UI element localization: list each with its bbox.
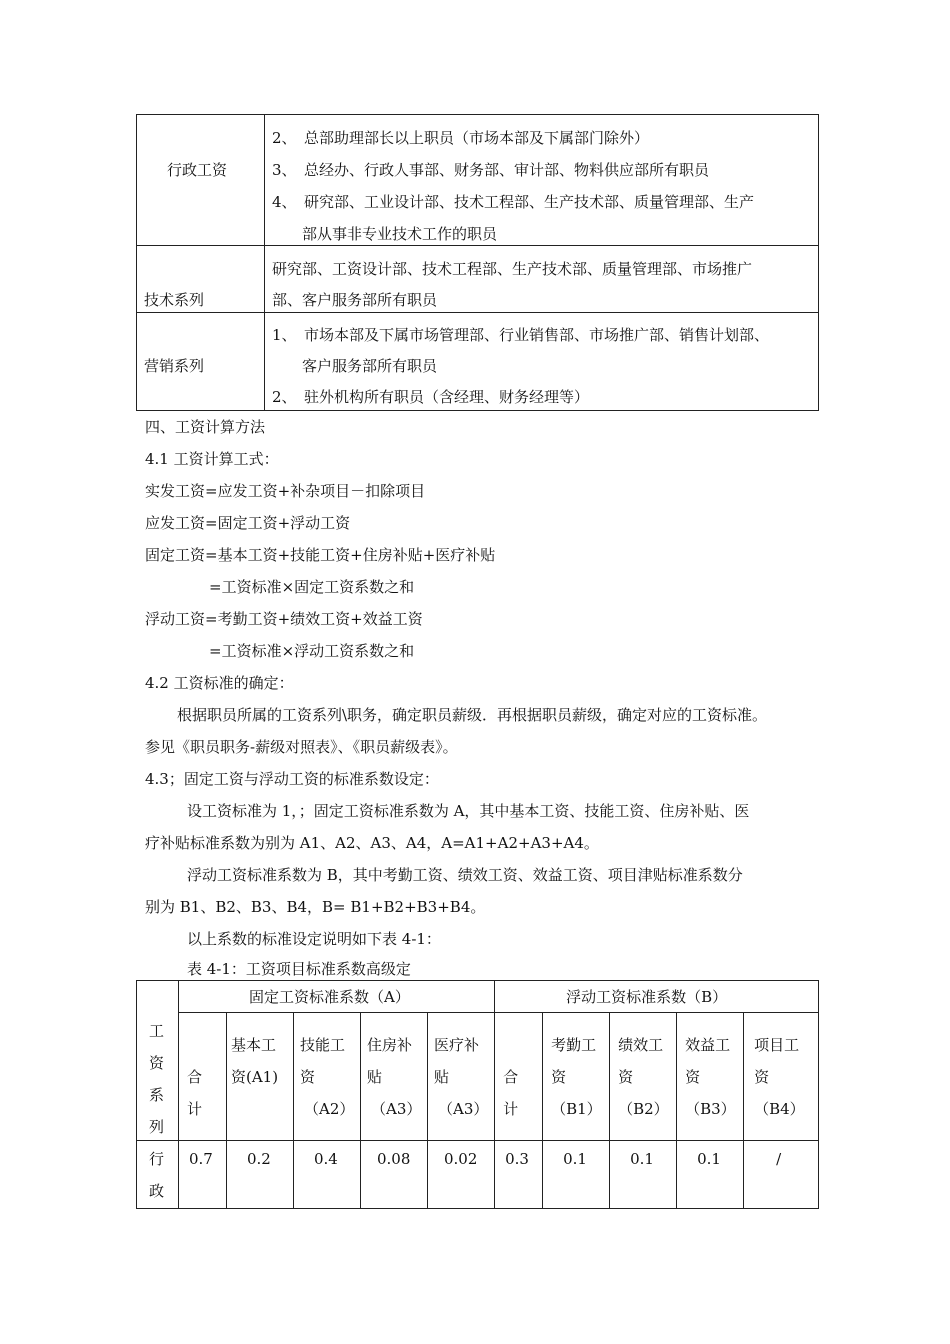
coefficient-value: 0.1	[630, 1150, 654, 1168]
coefficient-value: 0.1	[563, 1150, 587, 1168]
coefficient-value: 0.2	[247, 1150, 271, 1168]
scope-line: 部、客户服务部所有职员	[272, 291, 438, 309]
column-header-line: 医疗补	[434, 1036, 480, 1054]
column-header-line: 资	[618, 1068, 634, 1086]
paragraph-line: 别为 B1、B2、B3、B4，B= B1+B2+B3+B4。	[145, 898, 486, 916]
column-header-line: （A3）	[438, 1100, 489, 1118]
group-a-header	[179, 981, 495, 1013]
column-header-line: 计	[503, 1100, 519, 1118]
column-header-line: 住房补	[367, 1036, 413, 1054]
series-scope-cell	[265, 246, 819, 313]
scope-line: 3、 总经办、行政人事部、财务部、审计部、物料供应部所有职员	[272, 161, 710, 179]
column-header-line: 合	[503, 1068, 519, 1086]
coefficient-value: 0.08	[377, 1150, 411, 1168]
coefficient-value: 0.3	[505, 1150, 529, 1168]
scope-line: 研究部、工资设计部、技术工程部、生产技术部、质量管理部、市场推广	[272, 260, 753, 278]
formula-line: 实发工资=应发工资+补杂项目－扣除项目	[145, 482, 426, 500]
coefficient-value: 0.4	[314, 1150, 338, 1168]
table-row	[137, 313, 819, 411]
column-header	[610, 1013, 677, 1141]
table-header-row	[137, 1013, 819, 1141]
value-cell	[428, 1141, 495, 1209]
series-name-cell	[137, 246, 265, 313]
formula-line: 固定工资=基本工资+技能工资+住房补贴+医疗补贴	[145, 546, 496, 564]
series-name: 行政工资	[167, 161, 228, 179]
value-cell	[543, 1141, 610, 1209]
formula-line: 应发工资=固定工资+浮动工资	[145, 514, 351, 532]
column-header	[744, 1013, 819, 1141]
series-name: 技术系列	[144, 291, 205, 309]
column-header	[361, 1013, 428, 1141]
column-header	[543, 1013, 610, 1141]
table-row	[137, 246, 819, 313]
coefficient-value: 0.02	[444, 1150, 478, 1168]
group-b-header	[495, 981, 819, 1013]
value-cell	[179, 1141, 227, 1209]
value-cell	[677, 1141, 744, 1209]
formula-line: =工资标准×固定工资系数之和	[209, 578, 415, 596]
coefficient-value: 0.1	[697, 1150, 721, 1168]
scope-line: 客户服务部所有职员	[302, 357, 438, 375]
coefficient-value: 0.7	[189, 1150, 213, 1168]
column-header-line: 贴	[367, 1068, 383, 1086]
series-name-cell	[137, 115, 265, 246]
value-cell	[495, 1141, 543, 1209]
column-header-line: （B4）	[754, 1100, 805, 1118]
value-cell	[744, 1141, 819, 1209]
column-header-line: 计	[187, 1100, 203, 1118]
table-header-row	[137, 981, 819, 1013]
coefficient-value: /	[776, 1150, 782, 1168]
column-header-line: 效益工	[685, 1036, 731, 1054]
scope-line: 部从事非专业技术工作的职员	[302, 225, 498, 243]
column-header-line: 考勤工	[551, 1036, 597, 1054]
column-header-line: 合	[187, 1068, 203, 1086]
column-header-line: （A2）	[304, 1100, 355, 1118]
table-caption: 表 4-1：工资项目标准系数高级定	[187, 960, 411, 978]
column-header-line: （B2）	[618, 1100, 669, 1118]
scope-line: 2、 驻外机构所有职员（含经理、财务经理等）	[272, 388, 590, 406]
series-scope-cell	[265, 115, 819, 246]
table-row	[137, 1141, 819, 1209]
paragraph-line: 根据职员所属的工资系列\职务，确定职员薪级．再根据职员薪级，确定对应的工资标准。	[177, 706, 768, 724]
formula-line: =工资标准×浮动工资系数之和	[209, 642, 415, 660]
row-name-char: 政	[149, 1182, 165, 1200]
series-name: 营销系列	[144, 357, 205, 375]
column-header	[428, 1013, 495, 1141]
column-header-line: （B1）	[551, 1100, 602, 1118]
row-name-cell	[137, 1141, 179, 1209]
column-header-line: 绩效工	[618, 1036, 664, 1054]
column-header-line: 基本工	[231, 1036, 277, 1054]
scope-line: 4、 研究部、工业设计部、技术工程部、生产技术部、质量管理部、生产	[272, 193, 755, 211]
subsection-title: 4.1 工资计算工式：	[145, 450, 279, 468]
series-header-char: 列	[149, 1118, 165, 1136]
column-header	[179, 1013, 227, 1141]
column-header-line: 资	[685, 1068, 701, 1086]
paragraph-line: 浮动工资标准系数为 B，其中考勤工资、绩效工资、效益工资、项目津贴标准系数分	[187, 866, 743, 884]
column-header-line: 资	[300, 1068, 316, 1086]
column-header-line: 资	[754, 1068, 770, 1086]
scope-line: 2、 总部助理部长以上职员（市场本部及下属部门除外）	[272, 129, 650, 147]
subsection-title: 4.2 工资标准的确定：	[145, 674, 294, 692]
wage-series-scope-table	[136, 114, 819, 411]
series-header-char: 资	[149, 1054, 165, 1072]
group-a-label: 固定工资标准系数（A）	[249, 988, 410, 1006]
subsection-title: 4.3；固定工资与浮动工资的标准系数设定：	[145, 770, 439, 788]
column-header-line: （A3）	[371, 1100, 422, 1118]
value-cell	[610, 1141, 677, 1209]
column-header-line: 项目工	[754, 1036, 800, 1054]
value-cell	[361, 1141, 428, 1209]
series-header-char: 工	[149, 1022, 165, 1040]
paragraph-line: 疗补贴标准系数为别为 A1、A2、A3、A4，A=A1+A2+A3+A4。	[145, 834, 599, 852]
column-header	[227, 1013, 294, 1141]
paragraph-line: 设工资标准为 1，；固定工资标准系数为 A，其中基本工资、技能工资、住房补贴、医	[187, 802, 750, 820]
series-scope-cell	[265, 313, 819, 411]
column-header-line: （B3）	[685, 1100, 736, 1118]
column-header	[677, 1013, 744, 1141]
formula-line: 浮动工资=考勤工资+绩效工资+效益工资	[145, 610, 423, 628]
series-name-cell	[137, 313, 265, 411]
column-header-line: 技能工	[300, 1036, 346, 1054]
paragraph-line: 参见《职员职务-薪级对照表》、《职员薪级表》。	[145, 738, 458, 756]
section-heading: 四、工资计算方法	[145, 418, 266, 436]
series-header-char: 系	[149, 1086, 165, 1104]
column-header-line: 资	[551, 1068, 567, 1086]
value-cell	[294, 1141, 361, 1209]
row-name-char: 行	[149, 1150, 165, 1168]
column-header-line: 贴	[434, 1068, 450, 1086]
coefficient-table	[136, 980, 819, 1209]
column-header	[495, 1013, 543, 1141]
group-b-label: 浮动工资标准系数（B）	[566, 988, 728, 1006]
table-row	[137, 115, 819, 246]
series-header-cell	[137, 981, 179, 1141]
paragraph-line: 以上系数的标准设定说明如下表 4-1：	[187, 930, 441, 948]
value-cell	[227, 1141, 294, 1209]
column-header	[294, 1013, 361, 1141]
column-header-line: 资(A1)	[231, 1068, 279, 1086]
scope-line: 1、 市场本部及下属市场管理部、行业销售部、市场推广部、销售计划部、	[272, 326, 770, 344]
